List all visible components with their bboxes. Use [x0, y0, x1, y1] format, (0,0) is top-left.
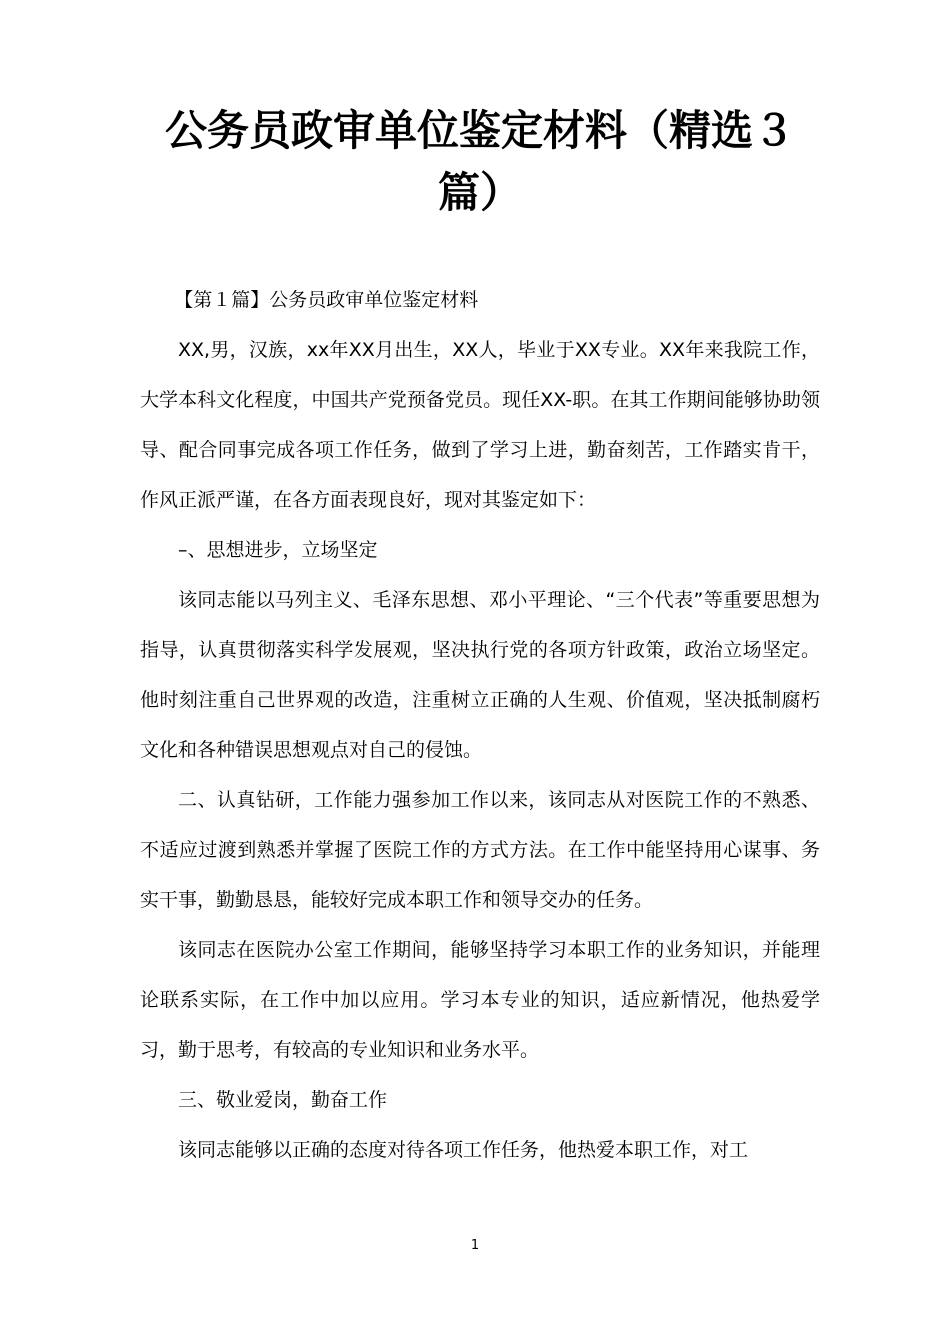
paragraph-intro: XX,男，汉族，xx年XX月出生，XX人，毕业于XX专业。XX年来我院工作，大学本科文化程度，中国共产党预备党员。现任XX-职。在其工作期间能够协助领导、配合同事完成各项工作任务，做到了学习上进，勤奋刻苦，工作踏实肯干，作风正派严谨，在各方面表现良好，现对其鉴定如下：	[140, 339, 820, 511]
paragraph-thought: 该同志能以马列主义、毛泽东思想、邓小平理论、“三个代表”等重要思想为指导，认真贯彻落实科学发展观，坚决执行党的各项方针政策，政治立场坚定。他时刻注重自己世界观的改造，注重树立正确的人生观、价值观，坚决抵制腐朽文化和各种错误思想观点对自己的侵蚀。	[140, 589, 820, 761]
document-title: 公务员政审单位鉴定材料（精选３篇）	[164, 106, 795, 217]
paragraph-study: 该同志在医院办公室工作期间，能够坚持学习本职工作的业务知识，并能理论联系实际，在工作中加以应用。学习本专业的知识，适应新情况，他热爱学习，勤于思考，有较高的专业知识和业务水平。	[140, 939, 820, 1061]
subheading-1: –、思想进步，立场坚定	[178, 539, 378, 561]
paragraph-work-ability: 二、认真钻研，工作能力强参加工作以来，该同志从对医院工作的不熟悉、不适应过渡到熟悉并掌握了医院工作的方式方法。在工作中能坚持用心谋事、务实干事，勤勤恳恳，能较好完成本职工作和领导交办的任务。	[140, 789, 820, 911]
section-heading-1: 【第１篇】公务员政审单位鉴定材料	[174, 289, 479, 311]
subheading-3: 三、敬业爱岗，勤奋工作	[178, 1089, 388, 1111]
page-number: 1	[470, 1238, 480, 1253]
document-body	[140, 275, 820, 1175]
paragraph-dedication: 该同志能够以正确的态度对待各项工作任务，他热爱本职工作，对工	[178, 1139, 749, 1161]
